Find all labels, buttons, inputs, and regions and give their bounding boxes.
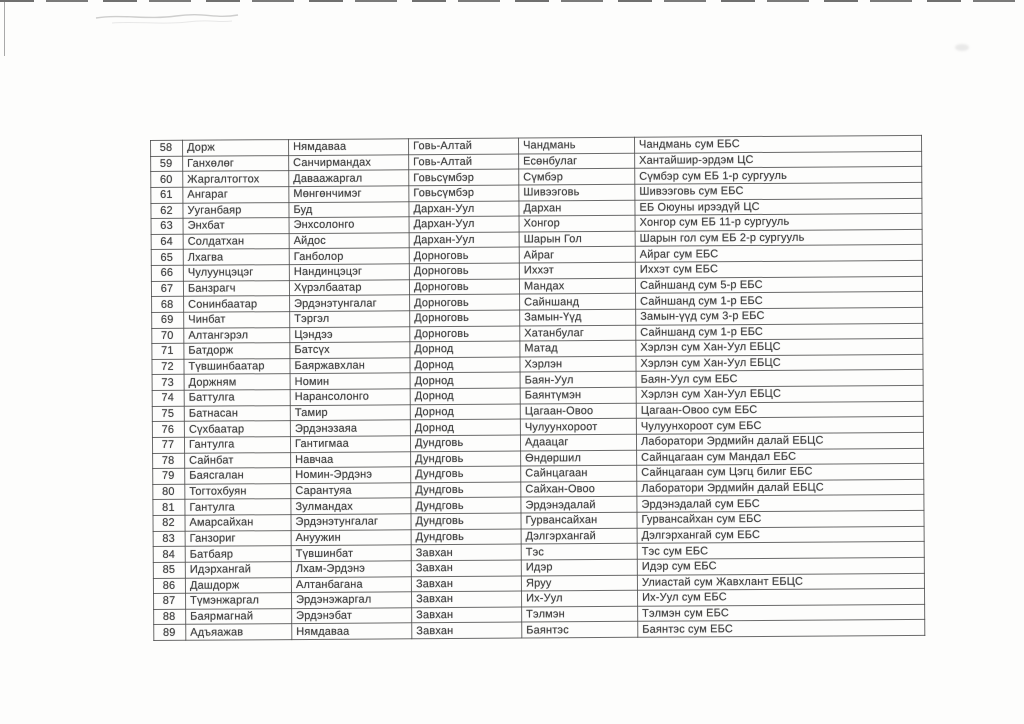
table-cell-province: Дорноговь <box>410 294 520 310</box>
table-cell-school: Чулуунхороот сум ЕБС <box>636 417 923 435</box>
table-cell-school: Цагаан-Овоо сум ЕБС <box>636 401 923 419</box>
table-cell-soum: Гурвансайхан <box>521 512 637 528</box>
table-cell-soum: Шивээговь <box>519 184 635 200</box>
table-cell-second-name: Зулмандах <box>291 498 411 514</box>
table-cell-province: Дархан-Уул <box>409 201 519 217</box>
table-cell-soum: Чандмань <box>518 137 634 153</box>
table-cell-row-number: 58 <box>151 140 183 156</box>
table-cell-province: Завхан <box>411 576 521 592</box>
scan-smudge-artifact <box>955 44 969 51</box>
table-cell-province: Дорнод <box>410 388 520 404</box>
table-cell-school: Баян-Уул сум ЕБС <box>636 370 923 388</box>
table-cell-school: Лаборатори Эрдмийн далай ЕБЦС <box>636 432 923 450</box>
table-cell-school: Айраг сум ЕБС <box>635 245 922 263</box>
table-cell-soum: Хатанбулаг <box>520 325 636 341</box>
table-cell-province: Дорнод <box>410 357 520 373</box>
table-cell-second-name: Түвшинбат <box>291 545 411 561</box>
table-cell-given-name: Батнасан <box>184 405 290 421</box>
table-cell-given-name: Ганзориг <box>185 530 291 546</box>
table-cell-given-name: Солдатхан <box>183 233 289 249</box>
table-cell-province: Говьсүмбэр <box>409 185 519 201</box>
table-cell-province: Дундговь <box>411 513 521 529</box>
table-cell-row-number: 60 <box>151 172 183 188</box>
table-cell-province: Дундговь <box>411 482 521 498</box>
table-cell-school: Их-Уул сум ЕБС <box>637 588 924 606</box>
table-cell-second-name: Лхам-Эрдэнэ <box>291 561 411 577</box>
table-cell-row-number: 88 <box>154 609 186 625</box>
table-cell-second-name: Эрдэнэзаяа <box>290 420 410 436</box>
table-cell-row-number: 75 <box>152 406 184 422</box>
table-cell-soum: Сайхан-Овоо <box>521 481 637 497</box>
table-cell-school: Замын-үүд сум 3-р ЕБС <box>636 307 923 325</box>
table-cell-given-name: Гантулга <box>184 436 290 452</box>
table-cell-soum: Хонгор <box>519 215 635 231</box>
table-cell-province: Дундговь <box>410 435 520 451</box>
table-cell-soum: Цагаан-Овоо <box>520 403 636 419</box>
table-cell-school: Сайншанд сум 5-р ЕБС <box>635 276 922 294</box>
table-cell-row-number: 89 <box>154 625 186 641</box>
scan-left-edge-artifact <box>4 2 5 56</box>
table-cell-province: Дундговь <box>411 497 521 513</box>
table-cell-province: Завхан <box>412 622 522 638</box>
table-cell-given-name: Түвшинбаатар <box>184 358 290 374</box>
table-cell-row-number: 65 <box>151 250 183 266</box>
table-cell-school: Хэрлэн сум Хан-Уул ЕБЦС <box>636 354 923 372</box>
table-cell-row-number: 80 <box>153 484 185 500</box>
table-cell-province: Завхан <box>411 560 521 576</box>
table-cell-given-name: Чинбат <box>184 311 290 327</box>
table-cell-school: Баянтэс сум ЕБС <box>638 620 925 638</box>
table-cell-school: Хэрлэн сум Хан-Уул ЕБЦС <box>636 385 923 403</box>
table-cell-second-name: Тамир <box>290 404 410 420</box>
table-cell-school: Шивээговь сум ЕБС <box>635 182 922 200</box>
table-cell-row-number: 79 <box>153 468 185 484</box>
table-cell-second-name: Номин-Эрдэнэ <box>291 467 411 483</box>
table-cell-soum: Яруу <box>521 575 637 591</box>
table-cell-row-number: 63 <box>151 218 183 234</box>
table-cell-given-name: Идэрхангай <box>185 561 291 577</box>
scan-top-edge-artifact <box>0 0 1024 2</box>
table-cell-school: Эрдэнэдалай сум ЕБС <box>637 495 924 513</box>
table-cell-given-name: Жаргалтогтох <box>183 171 289 187</box>
table-cell-given-name: Түмэнжаргал <box>186 593 292 609</box>
table-cell-school: Гурвансайхан сум ЕБС <box>637 510 924 528</box>
table-cell-soum: Хэрлэн <box>520 356 636 372</box>
table-cell-school: Хантайшир-эрдэм ЦС <box>635 151 922 169</box>
table-cell-given-name: Лхагва <box>183 249 289 265</box>
table-cell-second-name: Цэндээ <box>290 326 410 342</box>
table-cell-row-number: 59 <box>151 156 183 172</box>
table-cell-province: Завхан <box>412 607 522 623</box>
table-cell-row-number: 85 <box>153 562 185 578</box>
table-cell-given-name: Сүхбаатар <box>184 421 290 437</box>
table-cell-given-name: Баттулга <box>184 390 290 406</box>
table-cell-province: Дундговь <box>411 466 521 482</box>
table-cell-school: Сайнцагаан сум Цэгц билиг ЕБС <box>637 464 924 482</box>
table-cell-province: Дорнод <box>410 404 520 420</box>
table-cell-given-name: Сайнбат <box>185 452 291 468</box>
table-cell-row-number: 70 <box>152 328 184 344</box>
table-cell-second-name: Мөнгөнчимэг <box>289 186 409 202</box>
table-cell-province: Дорнод <box>410 372 520 388</box>
table-cell-second-name: Батсүх <box>290 342 410 358</box>
table-cell-row-number: 78 <box>153 453 185 469</box>
table-cell-soum: Шарын Гол <box>519 231 635 247</box>
table-cell-row-number: 73 <box>152 375 184 391</box>
table-cell-province: Дархан-Уул <box>409 232 519 248</box>
table-cell-second-name: Сарантуяа <box>291 483 411 499</box>
roster-table-region <box>150 135 925 641</box>
table-cell-second-name: Баяржавхлан <box>290 358 410 374</box>
table-cell-soum: Мандах <box>519 278 635 294</box>
table-cell-row-number: 62 <box>151 203 183 219</box>
table-cell-province: Дорноговь <box>409 263 519 279</box>
table-cell-second-name: Нарансолонго <box>290 389 410 405</box>
table-cell-second-name: Санчирмандах <box>289 154 409 170</box>
table-cell-row-number: 86 <box>153 578 185 594</box>
table-cell-second-name: Алтанбагана <box>291 576 411 592</box>
table-cell-soum: Есөнбулаг <box>519 153 635 169</box>
table-cell-soum: Айраг <box>519 247 635 263</box>
table-cell-soum: Адаацаг <box>520 434 636 450</box>
table-cell-row-number: 83 <box>153 531 185 547</box>
table-cell-second-name: Буд <box>289 201 409 217</box>
table-cell-soum: Сайншанд <box>520 294 636 310</box>
table-cell-province: Завхан <box>411 544 521 560</box>
table-cell-school: Сүмбэр сум ЕБ 1-р сургууль <box>635 167 922 185</box>
table-cell-soum: Сүмбэр <box>519 169 635 185</box>
table-cell-school: ЕБ Оюуны ирээдүй ЦС <box>635 198 922 216</box>
table-cell-given-name: Ангараг <box>183 186 289 202</box>
table-cell-soum: Дэлгэрхангай <box>521 528 637 544</box>
table-cell-given-name: Ганхөлөг <box>183 155 289 171</box>
roster-table <box>150 135 925 641</box>
table-cell-second-name: Нямдаваа <box>289 139 409 155</box>
table-cell-given-name: Сонинбаатар <box>184 296 290 312</box>
table-cell-province: Говь-Алтай <box>408 138 518 154</box>
table-cell-school: Сайншанд сум 1-р ЕБС <box>636 292 923 310</box>
table-cell-given-name: Батбаяр <box>185 546 291 562</box>
table-cell-second-name: Ануужин <box>291 529 411 545</box>
table-cell-soum: Өндөршил <box>521 450 637 466</box>
table-cell-given-name: Гантулга <box>185 499 291 515</box>
table-body <box>151 135 925 640</box>
table-cell-second-name: Энхсолонго <box>289 217 409 233</box>
table-cell-given-name: Батдорж <box>184 343 290 359</box>
table-cell-province: Дорноговь <box>410 310 520 326</box>
table-cell-second-name: Эрдэнэтунгалаг <box>291 514 411 530</box>
table-cell-given-name: Тогтохбуян <box>185 483 291 499</box>
table-cell-province: Дорнод <box>410 341 520 357</box>
table-cell-second-name: Навчаа <box>291 451 411 467</box>
table-cell-school: Хонгор сум ЕБ 11-р сургууль <box>635 214 922 232</box>
table-cell-province: Дорноговь <box>409 279 519 295</box>
table-cell-second-name: Даваажаргал <box>289 170 409 186</box>
table-cell-second-name: Ганболор <box>289 248 409 264</box>
table-cell-soum: Дархан <box>519 200 635 216</box>
table-cell-second-name: Гантигмаа <box>290 436 410 452</box>
table-cell-province: Дундговь <box>411 529 521 545</box>
table-cell-row-number: 84 <box>153 547 185 563</box>
table-cell-school: Хэрлэн сум Хан-Уул ЕБЦС <box>636 339 923 357</box>
table-cell-school: Сайнцагаан сум Мандал ЕБС <box>637 448 924 466</box>
table-cell-row-number: 69 <box>152 312 184 328</box>
table-cell-soum: Сайнцагаан <box>521 465 637 481</box>
table-cell-soum: Их-Уул <box>522 590 638 606</box>
table-cell-province: Дорноговь <box>409 247 519 263</box>
table-cell-second-name: Эрдэнэжаргал <box>292 592 412 608</box>
table-cell-second-name: Номин <box>290 373 410 389</box>
table-cell-row-number: 87 <box>154 593 186 609</box>
table-cell-soum: Чулуунхороот <box>520 419 636 435</box>
table-cell-soum: Тэлмэн <box>522 606 638 622</box>
table-cell-row-number: 71 <box>152 343 184 359</box>
table-cell-school: Дэлгэрхангай сум ЕБС <box>637 526 924 544</box>
table-cell-given-name: Энхбат <box>183 218 289 234</box>
table-cell-given-name: Дорж <box>183 140 289 156</box>
table-cell-school: Шарын гол сум ЕБ 2-р сургууль <box>635 229 922 247</box>
table-cell-row-number: 64 <box>151 234 183 250</box>
table-cell-second-name: Нямдаваа <box>292 623 412 639</box>
table-cell-row-number: 81 <box>153 500 185 516</box>
table-cell-row-number: 74 <box>152 390 184 406</box>
table-cell-given-name: Алтангэрэл <box>184 327 290 343</box>
table-cell-given-name: Доржням <box>184 374 290 390</box>
table-cell-province: Дорнод <box>410 419 520 435</box>
table-cell-row-number: 66 <box>151 265 183 281</box>
table-cell-school: Лаборатори Эрдмийн далай ЕБЦС <box>637 479 924 497</box>
table-cell-row-number: 77 <box>152 437 184 453</box>
table-cell-row-number: 67 <box>151 281 183 297</box>
table-cell-soum: Баянтэс <box>522 622 638 638</box>
table-cell-soum: Замын-Үүд <box>520 309 636 325</box>
table-cell-school: Тэс сум ЕБС <box>637 542 924 560</box>
table-cell-second-name: Эрдэнэбат <box>292 608 412 624</box>
table-cell-second-name: Тэргэл <box>290 311 410 327</box>
pencil-mark-artifact <box>92 5 242 31</box>
table-cell-second-name: Айдос <box>289 233 409 249</box>
table-cell-row-number: 68 <box>152 297 184 313</box>
table-cell-given-name: Баярмагнай <box>186 608 292 624</box>
table-cell-soum: Идэр <box>521 559 637 575</box>
table-cell-school: Тэлмэн сум ЕБС <box>638 604 925 622</box>
table-cell-school: Чандмань сум ЕБС <box>634 135 921 153</box>
table-cell-second-name: Нандинцэцэг <box>289 264 409 280</box>
table-cell-school: Идэр сум ЕБС <box>637 557 924 575</box>
table-cell-second-name: Эрдэнэтунгалаг <box>290 295 410 311</box>
table-cell-row-number: 82 <box>153 515 185 531</box>
table-cell-row-number: 76 <box>152 422 184 438</box>
table-cell-row-number: 72 <box>152 359 184 375</box>
table-cell-soum: Тэс <box>521 544 637 560</box>
table-cell-school: Сайншанд сум 1-р ЕБС <box>636 323 923 341</box>
table-cell-province: Дундговь <box>411 451 521 467</box>
table-cell-row-number: 61 <box>151 187 183 203</box>
table-cell-province: Дорноговь <box>410 326 520 342</box>
table-cell-given-name: Чулуунцэцэг <box>183 265 289 281</box>
table-cell-province: Дархан-Уул <box>409 216 519 232</box>
table-cell-province: Завхан <box>412 591 522 607</box>
table-cell-given-name: Амарсайхан <box>185 515 291 531</box>
table-cell-second-name: Хүрэлбаатар <box>289 279 409 295</box>
table-cell-school: Улиастай сум Жавхлант ЕБЦС <box>637 573 924 591</box>
table-cell-soum: Иххэт <box>519 262 635 278</box>
table-cell-school: Иххэт сум ЕБС <box>635 260 922 278</box>
table-cell-given-name: Банзрагч <box>183 280 289 296</box>
table-cell-province: Говь-Алтай <box>409 154 519 170</box>
table-cell-given-name: Ууганбаяр <box>183 202 289 218</box>
table-cell-given-name: Адъяажав <box>186 624 292 640</box>
table-cell-soum: Эрдэнэдалай <box>521 497 637 513</box>
table-cell-given-name: Баясгалан <box>185 468 291 484</box>
table-cell-province: Говьсүмбэр <box>409 169 519 185</box>
table-cell-given-name: Дашдорж <box>185 577 291 593</box>
table-cell-soum: Матад <box>520 340 636 356</box>
table-cell-soum: Баянтүмэн <box>520 387 636 403</box>
table-cell-soum: Баян-Уул <box>520 372 636 388</box>
